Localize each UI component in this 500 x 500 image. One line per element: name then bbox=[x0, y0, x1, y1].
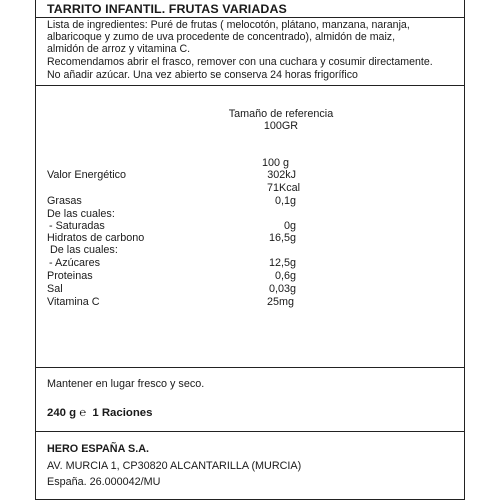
ingredients-line: almidón de arroz y vitamina C. bbox=[47, 43, 191, 55]
nutrition-row-label: Valor Energético bbox=[47, 169, 127, 181]
manufacturer-address: AV. MURCIA 1, CP30820 ALCANTARILLA (MURCIA) bbox=[47, 460, 302, 472]
estimated-sign-icon: ℮ bbox=[79, 407, 87, 419]
label-frame bbox=[35, 0, 465, 500]
registry-number: España. 26.000042/MU bbox=[47, 476, 161, 488]
servings-count: 1 Raciones bbox=[92, 407, 153, 419]
nutrition-row-value: 71Kcal bbox=[266, 182, 300, 194]
reference-size-label: Tamaño de referencia bbox=[228, 108, 334, 120]
nutrition-row-value: 0,6g bbox=[274, 270, 296, 282]
title-divider bbox=[36, 17, 464, 18]
ingredients-line: albaricoque y zumo de uva procedente de concentrado), almidón de maiz, bbox=[47, 31, 396, 43]
nutrition-row-value: 16,5g bbox=[268, 232, 296, 244]
net-quantity bbox=[47, 407, 152, 419]
nutrition-divider bbox=[36, 367, 464, 368]
nutrition-row-label: De las cuales: bbox=[50, 244, 118, 256]
nutrition-row-value: 12,5g bbox=[268, 257, 296, 269]
nutrition-row-label: Hidratos de carbono bbox=[47, 232, 145, 244]
manufacturer-name: HERO ESPAÑA S.A. bbox=[47, 443, 149, 455]
quantity-divider bbox=[36, 431, 464, 432]
nutrition-row-value: 0,03g bbox=[268, 283, 296, 295]
ingredients-divider bbox=[36, 85, 464, 86]
nutrition-row-value: 0,1g bbox=[274, 195, 296, 207]
nutrition-row-label: Proteinas bbox=[47, 270, 93, 282]
nutrition-row-label: Grasas bbox=[47, 195, 82, 207]
nutrition-row-value: 302kJ bbox=[267, 169, 296, 181]
product-title: TARRITO INFANTIL. FRUTAS VARIADAS bbox=[47, 2, 287, 16]
nutrition-row-label: - Saturadas bbox=[49, 220, 105, 232]
nutrition-row-label: - Azúcares bbox=[49, 257, 101, 269]
nutrition-row-label: Vitamina C bbox=[47, 296, 100, 308]
reference-size-value: 100GR bbox=[263, 120, 299, 132]
nutrition-row-value: 0g bbox=[283, 220, 296, 232]
ingredients-line: Lista de ingredientes: Puré de frutas ( melocotón, plátano, manzana, naranja, bbox=[47, 19, 410, 31]
nutrition-row-value: 25mg bbox=[266, 296, 294, 308]
nutrition-column-header: 100 g bbox=[262, 157, 290, 169]
net-weight: 240 g bbox=[47, 407, 77, 419]
storage-instructions: Mantener en lugar fresco y seco. bbox=[47, 378, 205, 390]
recommendation-line: Recomendamos abrir el frasco, remover con una cuchara y cosumir directamente. bbox=[47, 56, 433, 68]
nutrition-row-label: Sal bbox=[47, 283, 63, 295]
nutrition-row-label: De las cuales: bbox=[47, 208, 115, 220]
recommendation-line: No añadir azúcar. Una vez abierto se conserva 24 horas frigorífico bbox=[47, 69, 358, 81]
